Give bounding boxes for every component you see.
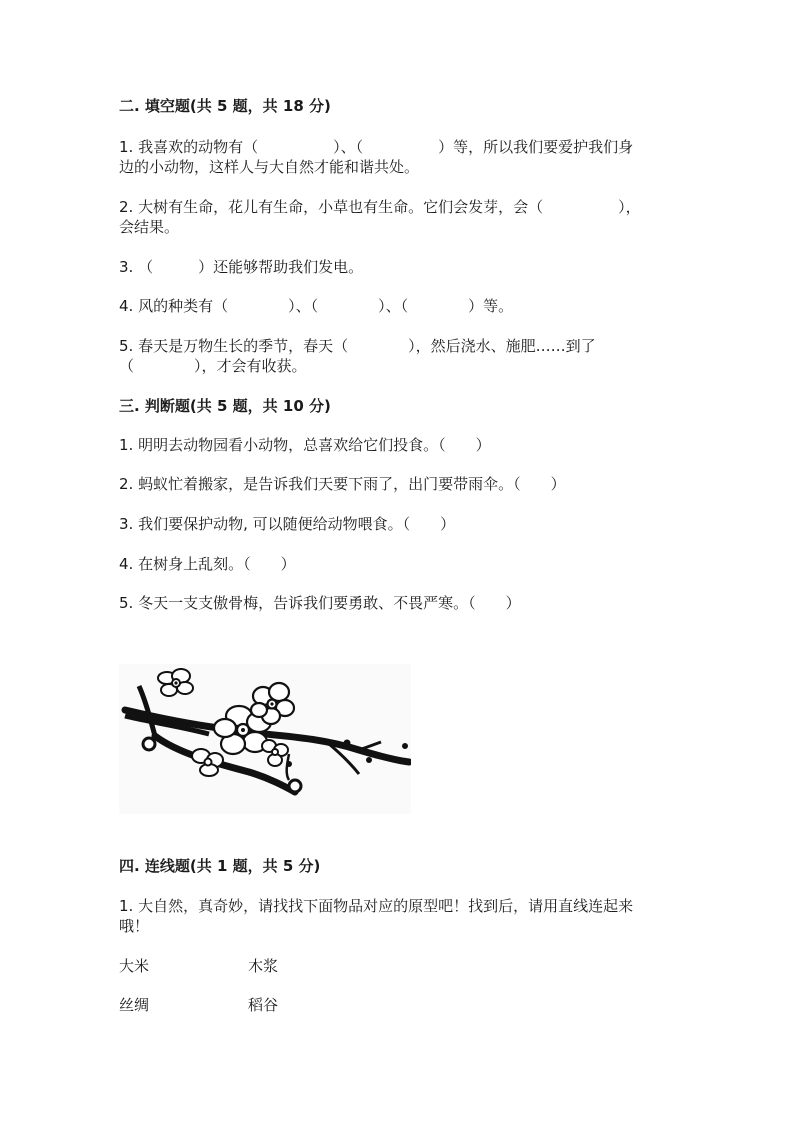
match-heading: 四. 连线题(共 1 题，共 5 分) — [119, 857, 321, 875]
judge-q4: 4. 在树身上乱刻。（ ） — [119, 555, 296, 573]
fill-q5-line1: 5. 春天是万物生长的季节，春天（ ），然后浇水、施肥……到了 — [119, 337, 596, 355]
match-q1-line1: 1. 大自然，真奇妙，请找找下面物品对应的原型吧！找到后，请用直线连起来 — [119, 897, 634, 915]
fill-q2-line2: 会结果。 — [119, 218, 180, 236]
judge-q5: 5. 冬天一支支傲骨梅，告诉我们要勇敢、不畏严寒。（ ） — [119, 594, 521, 612]
match-left-item-2: 丝绸 — [119, 996, 150, 1014]
fill-q5-line2: （ ），才会有收获。 — [119, 357, 307, 375]
fill-q1-line1: 1. 我喜欢的动物有（ ）、（ ）等，所以我们要爱护我们身 — [119, 138, 634, 156]
judge-q3: 3. 我们要保护动物, 可以随便给动物喂食。（ ） — [119, 515, 456, 533]
judge-q2: 2. 蚂蚁忙着搬家，是告诉我们天要下雨了，出门要带雨伞。（ ） — [119, 475, 566, 493]
fill-q1-line2: 边的小动物，这样人与大自然才能和谐共处。 — [119, 158, 420, 176]
judge-heading: 三. 判断题(共 5 题，共 10 分) — [119, 397, 331, 415]
match-right-item-1: 木浆 — [248, 957, 279, 975]
fill-blank-heading: 二. 填空题(共 5 题，共 18 分) — [119, 97, 331, 115]
match-q1-line2: 哦！ — [119, 917, 150, 935]
fill-q3: 3. （ ）还能够帮助我们发电。 — [119, 258, 364, 276]
match-left-item-1: 大米 — [119, 957, 150, 975]
fill-q2-line1: 2. 大树有生命，花儿有生命，小草也有生命。它们会发芽，会（ ）， — [119, 198, 641, 216]
fill-q4: 4. 风的种类有（ ）、（ ）、（ ）等。 — [119, 297, 514, 315]
judge-q1: 1. 明明去动物园看小动物，总喜欢给它们投食。（ ） — [119, 436, 491, 454]
match-right-item-2: 稻谷 — [248, 996, 279, 1014]
plum-blossom-illustration — [119, 664, 411, 814]
